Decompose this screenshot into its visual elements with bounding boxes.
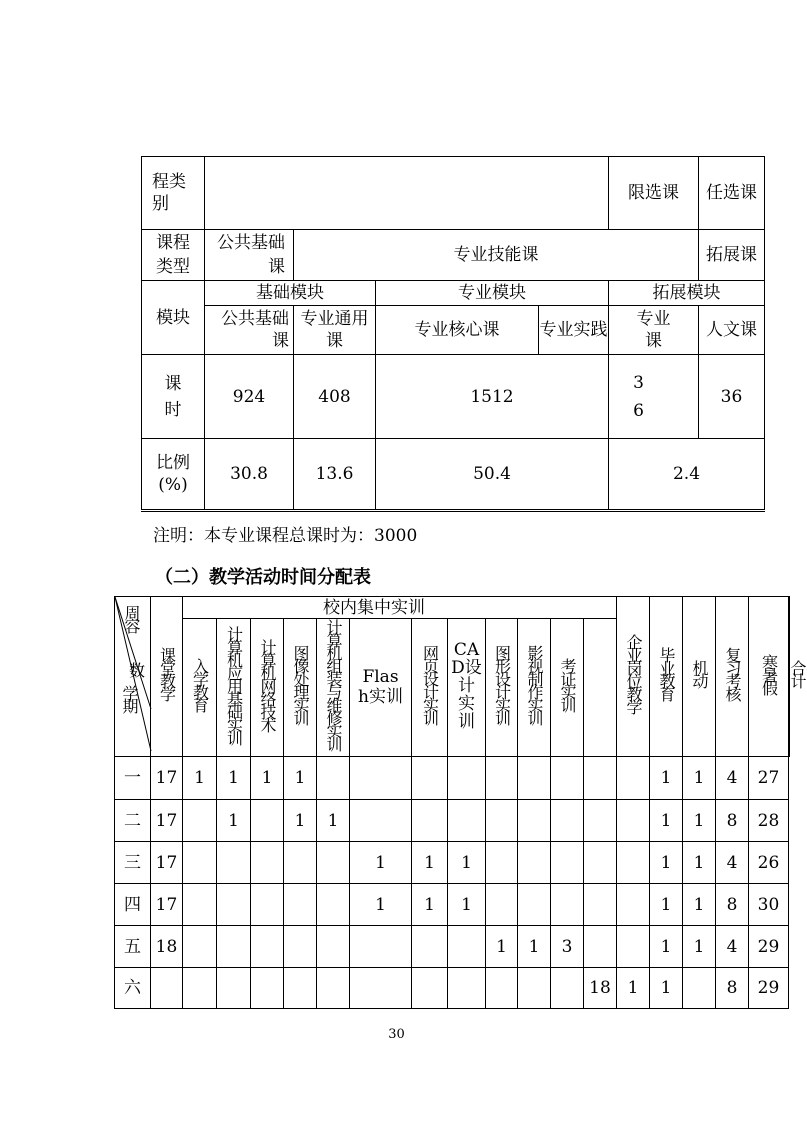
data-cell — [183, 968, 217, 1009]
data-cell — [350, 968, 412, 1009]
data-cell — [551, 968, 584, 1009]
sub-public-cell — [205, 306, 294, 355]
data-cell — [317, 926, 350, 968]
data-cell — [448, 884, 486, 926]
cell-value: 1 — [261, 768, 273, 788]
data-cell — [617, 757, 650, 800]
ratio-label: 比例(%) — [156, 452, 190, 495]
public-basic-cell — [205, 230, 294, 281]
cell-value: 4 — [726, 936, 738, 957]
note-text: 注明：本专业课程总课时为：3000 — [153, 526, 418, 546]
data-cell — [486, 757, 518, 800]
data-cell — [217, 800, 251, 842]
cell-value: 4 — [726, 768, 738, 788]
sub-practice-cell — [539, 306, 609, 355]
header-cell-12 — [617, 597, 650, 757]
cell-value: 1 — [660, 768, 672, 788]
group-header-label: 校内集中实训 — [323, 597, 425, 618]
cell-value: 3 — [561, 936, 573, 957]
sub-humanities-cell — [699, 306, 765, 355]
ratio-general-value: 13.6 — [315, 464, 354, 484]
data-cell — [617, 884, 650, 926]
hours-prof-course-cell — [609, 355, 699, 439]
data-cell — [251, 757, 284, 800]
header-cell-4 — [284, 619, 317, 757]
cell-value: 1 — [294, 810, 306, 831]
cell-value: 17 — [155, 768, 178, 788]
cell-value: 1 — [693, 936, 705, 957]
module-label: 模块 — [156, 307, 190, 328]
category-label: 程类别 — [152, 172, 186, 214]
header-label-4: 图像处理实训 — [291, 645, 310, 723]
header-label-5: 计算机组装与维修实训 — [324, 619, 343, 749]
data-cell — [251, 926, 284, 968]
category-empty-cell — [205, 157, 609, 230]
table-row — [115, 842, 790, 884]
ratio-label-cell — [142, 439, 205, 511]
data-cell — [518, 884, 551, 926]
teaching-time-table — [114, 596, 807, 1009]
data-cell — [683, 842, 716, 884]
sub-prof-course-label: 专业课 — [636, 308, 671, 351]
data-cell — [683, 884, 716, 926]
header-label-6: Flash实训 — [358, 666, 403, 707]
cell-value: 1 — [375, 894, 386, 915]
data-cell — [217, 968, 251, 1009]
table-row — [115, 800, 790, 842]
data-cell — [317, 757, 350, 800]
data-cell — [716, 884, 749, 926]
hours-label: 课时 — [164, 373, 182, 420]
cell-value: 17 — [155, 810, 178, 831]
header-label-12: 企业岗位教学 — [624, 634, 643, 712]
data-cell — [183, 926, 217, 968]
cell-value: 17 — [155, 894, 178, 915]
cell-value: 1 — [496, 936, 507, 957]
cell-value: 1 — [693, 894, 705, 915]
data-cell — [251, 968, 284, 1009]
data-cell — [486, 842, 518, 884]
hours-prof-cell — [376, 355, 609, 439]
data-cell — [716, 800, 749, 842]
data-cell — [584, 926, 617, 968]
cell-value: 28 — [757, 810, 780, 831]
sub-prof-course-cell — [609, 306, 699, 355]
term-label: 五 — [124, 936, 141, 957]
data-cell — [412, 884, 448, 926]
hours-humanities-value: 36 — [720, 386, 743, 407]
data-cell — [151, 884, 183, 926]
data-cell — [551, 757, 584, 800]
data-cell — [617, 842, 650, 884]
data-cell — [518, 842, 551, 884]
sub-core-cell — [376, 306, 539, 355]
data-cell — [650, 926, 683, 968]
data-cell — [350, 842, 412, 884]
term-label: 一 — [124, 768, 141, 788]
header-label-13: 毕业教育 — [657, 647, 676, 699]
cell-value: 4 — [726, 852, 738, 873]
data-cell — [650, 884, 683, 926]
cell-value: 27 — [757, 768, 780, 788]
data-cell — [584, 757, 617, 800]
data-cell — [183, 757, 217, 800]
data-cell — [683, 968, 716, 1009]
data-cell — [650, 757, 683, 800]
data-cell — [716, 968, 749, 1009]
header-cell-17 — [788, 597, 807, 757]
header-cell-9 — [486, 619, 518, 757]
cell-value: 1 — [693, 768, 705, 788]
header-cell-8 — [448, 619, 486, 757]
term-label: 四 — [124, 894, 141, 915]
data-cell — [749, 926, 789, 968]
cell-value: 1 — [424, 852, 435, 873]
cell-value: 1 — [424, 894, 435, 915]
data-cell — [183, 884, 217, 926]
header-cell-15 — [716, 597, 749, 757]
ext-module-cell — [609, 281, 765, 306]
header-label-10: 影视制作实训 — [525, 645, 544, 723]
header-label-0: 课堂教学 — [157, 647, 177, 699]
data-cell — [486, 800, 518, 842]
data-cell — [518, 800, 551, 842]
corner-bottom-label: 学期 — [120, 685, 139, 711]
data-cell — [412, 926, 448, 968]
data-cell — [251, 842, 284, 884]
hours-label-cell — [142, 355, 205, 439]
data-cell — [412, 842, 448, 884]
data-cell — [584, 884, 617, 926]
optional-elective-label: 任选课 — [706, 183, 757, 203]
table-row — [115, 926, 790, 968]
data-cell — [617, 926, 650, 968]
data-cell — [617, 968, 650, 1009]
header-cell-16 — [749, 597, 789, 757]
cell-value: 1 — [660, 852, 672, 873]
term-cell — [115, 757, 151, 800]
header-cell-11 — [551, 619, 584, 757]
corner-mid-label: 数 — [129, 661, 146, 680]
data-cell — [716, 757, 749, 800]
cell-value: 1 — [461, 894, 472, 915]
cell-value: 1 — [693, 852, 705, 873]
data-cell — [284, 968, 317, 1009]
data-cell — [251, 800, 284, 842]
data-cell — [551, 926, 584, 968]
term-cell — [115, 842, 151, 884]
data-cell — [551, 884, 584, 926]
cell-value: 1 — [375, 852, 386, 873]
optional-cell — [699, 157, 765, 230]
term-cell — [115, 968, 151, 1009]
cell-value: 26 — [757, 852, 780, 873]
term-cell — [115, 926, 151, 968]
data-cell — [151, 800, 183, 842]
data-cell — [183, 800, 217, 842]
ratio-general-cell — [294, 439, 376, 511]
cell-value: 30 — [757, 894, 780, 915]
type-label-cell — [142, 230, 205, 281]
term-label: 二 — [124, 810, 141, 831]
corner-top-label: 周容 — [122, 605, 141, 631]
course-structure-table — [141, 156, 765, 512]
term-label: 六 — [124, 978, 141, 998]
data-cell — [584, 800, 617, 842]
cell-value: 29 — [757, 978, 780, 998]
header-cell-3 — [251, 619, 284, 757]
header-cell-13 — [650, 597, 683, 757]
data-cell — [217, 884, 251, 926]
table-row — [115, 884, 790, 926]
header-label-15: 复习考核 — [723, 647, 742, 699]
data-cell — [650, 968, 683, 1009]
header-label-9: 图形设计实训 — [492, 645, 512, 723]
ratio-extension-value: 2.4 — [672, 464, 701, 484]
cell-value: 18 — [589, 978, 611, 998]
data-cell — [518, 926, 551, 968]
header-label-11: 考证实训 — [558, 658, 577, 710]
professional-module-label: 专业模块 — [458, 283, 526, 303]
ratio-professional-value: 50.4 — [473, 464, 511, 484]
data-cell — [551, 842, 584, 884]
data-cell — [284, 884, 317, 926]
sub-practice-label: 专业实践 — [539, 320, 608, 340]
cell-value: 1 — [228, 768, 239, 788]
data-cell — [650, 800, 683, 842]
basic-module-cell — [205, 281, 376, 306]
cell-value: 17 — [155, 852, 178, 873]
cell-value: 1 — [660, 894, 672, 915]
cell-value: 1 — [294, 768, 306, 788]
data-cell — [217, 842, 251, 884]
data-cell — [749, 968, 789, 1009]
data-cell — [716, 842, 749, 884]
hours-public-cell — [205, 355, 294, 439]
header-label-1: 入学教育 — [190, 658, 210, 710]
data-cell — [749, 800, 789, 842]
group-header-cell — [183, 597, 617, 619]
cell-value: 1 — [660, 978, 672, 998]
header-cell-0 — [151, 597, 183, 757]
data-cell — [412, 800, 448, 842]
public-basic-label: 公共基础课 — [217, 233, 285, 277]
data-cell — [151, 968, 183, 1009]
data-cell — [350, 926, 412, 968]
data-cell — [448, 800, 486, 842]
skill-course-label: 专业技能课 — [453, 245, 539, 265]
header-cell-14 — [683, 597, 716, 757]
data-cell — [749, 842, 789, 884]
data-cell — [284, 800, 317, 842]
data-cell — [350, 800, 412, 842]
cell-value: 8 — [726, 978, 738, 998]
header-label-14: 机动 — [690, 660, 709, 686]
data-cell — [749, 884, 789, 926]
data-cell — [183, 842, 217, 884]
data-cell — [217, 757, 251, 800]
sub-public-label: 公共基础课 — [221, 308, 289, 351]
header-cell-1 — [183, 619, 217, 757]
data-cell — [284, 757, 317, 800]
cell-value: 1 — [194, 768, 205, 788]
cell-value: 1 — [693, 810, 705, 831]
ratio-public-value: 30.8 — [230, 464, 268, 484]
cell-value: 8 — [726, 894, 738, 915]
data-cell — [317, 884, 350, 926]
cell-value: 1 — [327, 810, 339, 831]
cell-value: 1 — [461, 852, 472, 873]
header-label-16: 寒暑假 — [759, 653, 779, 693]
corner-cell — [115, 597, 151, 757]
data-cell — [518, 968, 551, 1009]
data-cell — [448, 842, 486, 884]
data-cell — [412, 968, 448, 1009]
term-cell — [115, 884, 151, 926]
header-cell-10 — [518, 619, 551, 757]
page-number: 30 — [388, 1027, 405, 1042]
sub-core-label: 专业核心课 — [414, 320, 500, 340]
ratio-prof-cell — [376, 439, 609, 511]
data-cell — [151, 842, 183, 884]
data-cell — [716, 926, 749, 968]
data-cell — [486, 968, 518, 1009]
data-cell — [749, 757, 789, 800]
extension-course-label: 拓展课 — [706, 245, 757, 265]
header-cell-6 — [350, 619, 412, 757]
cell-value: 1 — [660, 810, 672, 831]
data-cell — [584, 968, 617, 1009]
sub-humanities-label: 人文课 — [706, 320, 757, 340]
data-cell — [650, 842, 683, 884]
data-cell — [448, 757, 486, 800]
limited-elective-label: 限选课 — [628, 183, 679, 203]
header-label-3: 计算机网络技术 — [258, 638, 277, 730]
data-cell — [217, 926, 251, 968]
category-label-cell — [142, 157, 205, 230]
data-cell — [683, 757, 716, 800]
data-cell — [317, 968, 350, 1009]
ratio-public-cell — [205, 439, 294, 511]
term-label: 三 — [124, 852, 141, 873]
data-cell — [317, 842, 350, 884]
data-cell — [317, 800, 350, 842]
data-cell — [350, 757, 412, 800]
header-cell-5 — [317, 619, 350, 757]
cell-value: 18 — [155, 936, 178, 957]
data-cell — [284, 842, 317, 884]
header-label-8: CAD设计实训 — [451, 640, 482, 732]
data-cell — [584, 842, 617, 884]
cell-value: 8 — [726, 810, 738, 831]
cell-value: 29 — [757, 936, 780, 957]
header-label-2: 计算机应用基础实训 — [224, 625, 244, 743]
hours-professional-value: 1512 — [470, 386, 514, 407]
data-cell — [486, 926, 518, 968]
cell-value: 1 — [528, 936, 540, 957]
data-cell — [350, 884, 412, 926]
header-label-7: 网页设计实训 — [420, 645, 440, 723]
data-cell — [448, 968, 486, 1009]
hours-humanities-cell — [699, 355, 765, 439]
header-cell-7 — [412, 619, 448, 757]
data-cell — [617, 800, 650, 842]
data-cell — [448, 926, 486, 968]
header-cell-2 — [217, 619, 251, 757]
data-cell — [683, 926, 716, 968]
ext-cell — [699, 230, 765, 281]
header-label-17: 合计 — [788, 660, 807, 686]
hours-prof-course-value: 36 — [633, 372, 674, 421]
data-cell — [251, 884, 284, 926]
data-cell — [151, 757, 183, 800]
type-label: 课程类型 — [156, 233, 190, 277]
hours-general-value: 408 — [318, 386, 351, 407]
data-cell — [412, 757, 448, 800]
sub-general-label: 专业通用课 — [300, 308, 369, 351]
data-cell — [486, 884, 518, 926]
table-row — [115, 757, 790, 800]
hours-general-cell — [294, 355, 376, 439]
cell-value: 1 — [627, 978, 639, 998]
limited-cell — [609, 157, 699, 230]
prof-module-cell — [376, 281, 609, 306]
table-body — [115, 757, 790, 1009]
term-cell — [115, 800, 151, 842]
extension-module-label: 拓展模块 — [652, 283, 721, 303]
table-row — [115, 968, 790, 1009]
section-heading: （二）教学活动时间分配表 — [155, 567, 371, 588]
data-cell — [151, 926, 183, 968]
data-cell — [551, 800, 584, 842]
data-cell — [518, 757, 551, 800]
basic-module-label: 基础模块 — [256, 283, 324, 303]
hours-public-value: 924 — [232, 386, 266, 407]
data-cell — [683, 800, 716, 842]
ratio-ext-cell — [609, 439, 765, 511]
data-cell — [284, 926, 317, 968]
cell-value: 1 — [660, 936, 672, 957]
cell-value: 1 — [228, 810, 239, 831]
module-label-cell — [142, 281, 205, 355]
skill-cell — [294, 230, 699, 281]
sub-general-cell — [294, 306, 376, 355]
